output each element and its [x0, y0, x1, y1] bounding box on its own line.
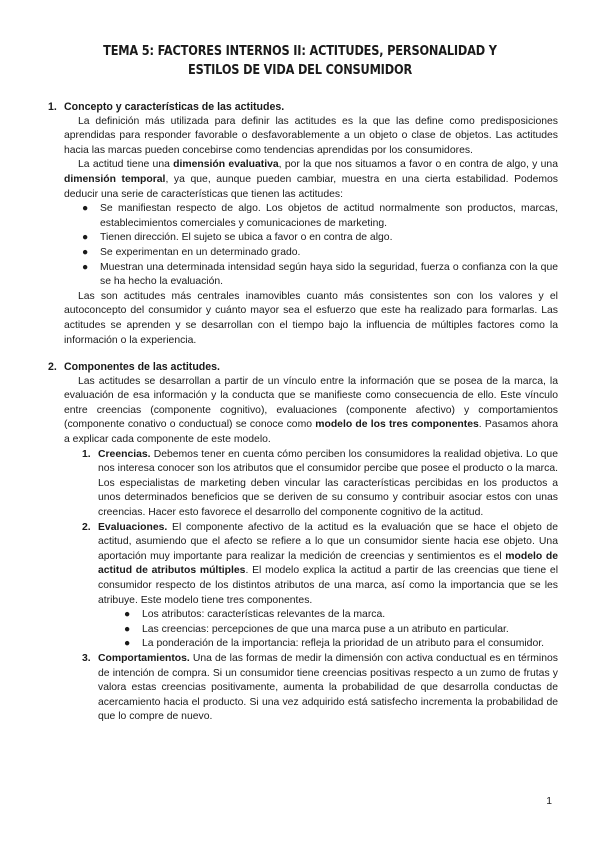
section-title: Concepto y características de las actitudes.: [64, 101, 285, 113]
paragraph: La definición más utilizada para definir las actitudes es la que las define como predisposiciones aprendidas para responder favorable o desfavorablemente a un objeto o clase de objetos. Las actitudes hacia las marcas pueden concebirse como tendencias aprendidas por los consumidores.: [64, 115, 558, 156]
bullet-icon: ●: [82, 246, 89, 258]
components-list: [82, 448, 558, 725]
section-heading: [48, 100, 558, 115]
paragraph: La actitud tiene una dimensión evaluativa, por la que nos situamos a favor o en contra de algo, y una dimensión temporal, ya que, aunque pueden cambiar, muestra en una cierta estabilidad. Podemos deducir una serie de características que tienen las actitudes:: [64, 159, 558, 200]
list-item: ● La ponderación de la importancia: refleja la prioridad de un atributo para el consumidor.: [120, 637, 558, 652]
item-number: 1.: [82, 448, 91, 460]
paragraph: Las actitudes se desarrollan a partir de un vínculo entre la información que se posea de la marca, la evaluación de esa información y la conducta que se manifieste como consecuencia de ello. Este vínculo entre creencias (componente cognitivo), evaluaciones (componente afectivo) y comportamientos (componente conativo o conductual) se conoce como modelo de los tres componentes. Pasamos ahora a explicar cada componente de este modelo.: [64, 375, 558, 446]
section-heading: [48, 360, 558, 375]
list-item: ● Tienen dirección. El sujeto se ubica a favor o en contra de algo.: [78, 231, 558, 246]
list-item: ● Los atributos: características relevantes de la marca.: [120, 608, 558, 623]
list-item: ● Se manifiestan respecto de algo. Los objetos de actitud normalmente son productos, marcas, establecimientos comerciales y comunicaciones de marketing.: [82, 203, 558, 229]
section-2: [48, 360, 558, 725]
paragraph: Las son actitudes más centrales inamovibles cuanto más consistentes son con los valores y el autoconcepto del consumidor y cuánto mayor sea el esfuerzo que este ha realizado para formarlas. Las actitudes se aprenden y se desarrollan con el tiempo bajo la influencia de múltiples factores como la información o la experiencia.: [64, 290, 558, 346]
characteristics-list: [78, 202, 558, 290]
document-body: [48, 100, 558, 725]
list-item: 3. Comportamientos. Una de las formas de medir la dimensión con activa conductual es en términos de intención de compra. Si un consumidor tiene creencias positivas respecto a un zumo de frutas y valora estas creencias positivamente, aumenta la probabilidad de que desarrolla conductas de acercamiento hacia el producto. Si una vez adquirido está satisfecho incrementa la probabilidad de que lo compre de nuevo.: [82, 652, 558, 723]
item-label: Evaluaciones.: [98, 521, 168, 533]
section-number: 1.: [48, 101, 57, 113]
item-number: 2.: [82, 521, 91, 533]
bullet-icon: ●: [124, 623, 131, 635]
list-item: ● Las creencias: percepciones de que una marca puse a un atributo en particular.: [120, 623, 558, 638]
bullet-icon: ●: [124, 638, 131, 650]
bullet-icon: ●: [82, 203, 89, 215]
bullet-icon: ●: [82, 261, 89, 273]
list-item: ● Muestran una determinada intensidad según haya sido la seguridad, fuerza o confianza con la que se ha hecho la evaluación.: [82, 261, 558, 288]
bullet-icon: ●: [82, 232, 89, 244]
bullet-icon: ●: [124, 609, 131, 621]
list-item: 1. Creencias. Debemos tener en cuenta cómo perciben los consumidores la realidad objetiva. Lo que nos interesa conocer son los atributos que el consumidor percibe que posee el producto o la marca. Los especialistas de marketing deben vincular las características percibidas en los productos a unos determinados beneficios que se deriven de su consumo y contribuir asociar estos con unas creencias. Hacer esto favorece el desarrollo del componente cognitivo de la actitud.: [82, 448, 558, 519]
section-title: Componentes de las actitudes.: [64, 361, 220, 374]
list-item: 2. Evaluaciones. El componente afectivo de la actitud es la evaluación que se hace el objeto de actitud, asumiendo que el afecto se refiere a lo que un consumidor siente hacia ese objeto. Una aportación muy importante para realizar la medición de creencias y sentimientos es el modelo de actitud de atributos múltiples. El modelo explica la actitud a partir de las creencias que tiene el consumidor respecto de los distintos atributos de una marca, así como la importancia que se les atribuye. Este modelo tiene tres componentes. ● Los atributos: características relevantes de la marca. ● Las creencias: percepciones de que una marca puse a un atributo en particular. ● La ponderación de la importancia: refleja la prioridad de un atributo para el consumidor.: [82, 521, 558, 652]
list-item: ● Se experimentan en un determinado grado.: [78, 246, 558, 261]
item-label: Comportamientos.: [98, 652, 190, 664]
page-number: 1: [546, 796, 552, 807]
section-1: [48, 100, 558, 348]
item-label: Creencias.: [98, 448, 151, 460]
model-components-list: [120, 608, 558, 652]
document-title: TEMA 5: FACTORES INTERNOS II: ACTITUDES, PERSONALIDAD Y ESTILOS DE VIDA DEL CONSUMIDOR: [103, 44, 497, 78]
item-number: 3.: [82, 652, 91, 664]
section-number: 2.: [48, 361, 57, 374]
